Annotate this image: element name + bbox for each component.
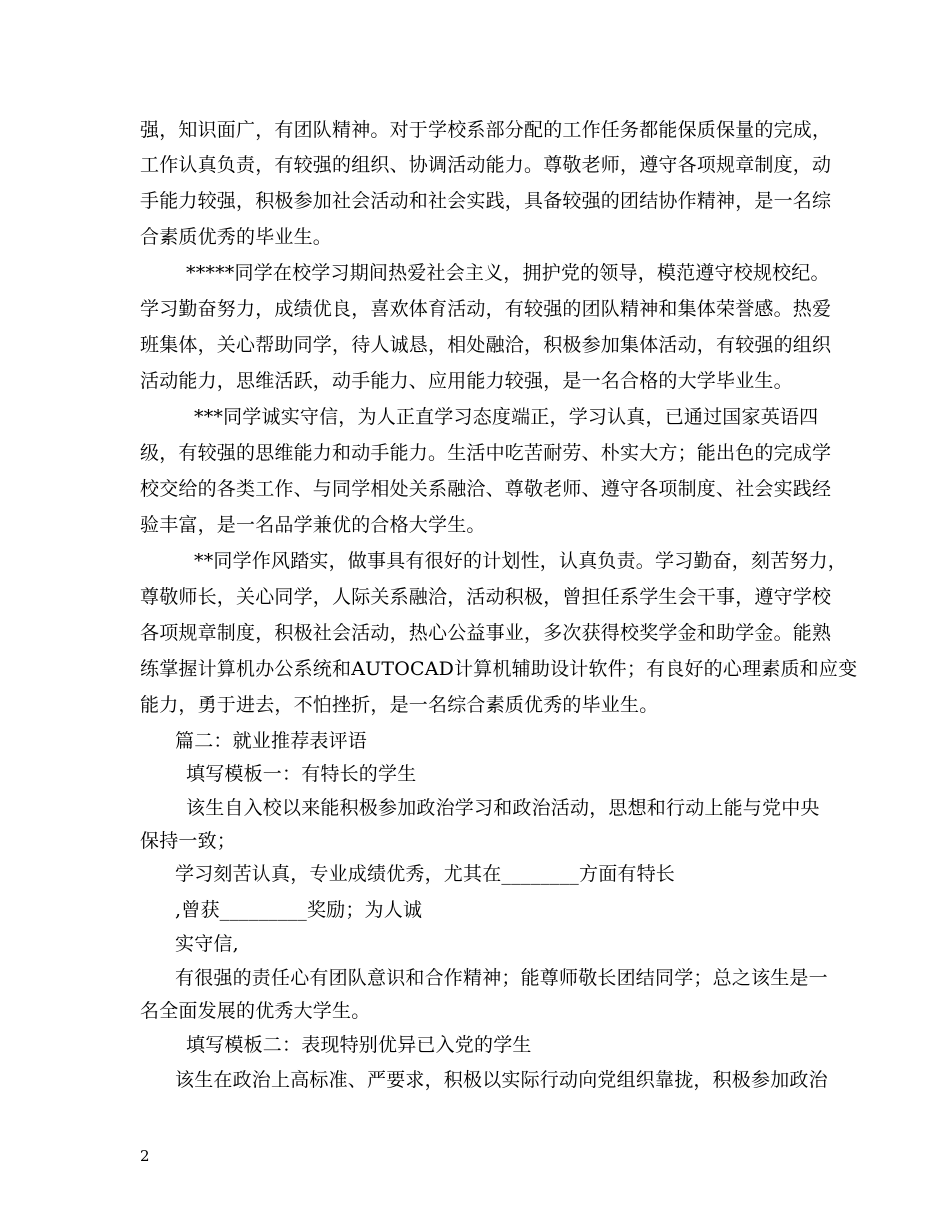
text-line: 级，有较强的思维能力和动手能力。生活中吃苦耐劳、朴实大方；能出色的完成学 [140, 442, 832, 464]
text-line: 各项规章制度，积极社会活动，热心公益事业，多次获得校奖学金和助学金。能熟 [140, 622, 832, 644]
text-line: 实守信, [175, 933, 239, 955]
text-line: ***同学诚实守信，为人正直学习态度端正，学习认真，已通过国家英语四 [194, 406, 819, 428]
text-line: 能力，勇于进去，不怕挫折，是一名综合素质优秀的毕业生。 [140, 694, 659, 716]
text-line: 校交给的各类工作、与同学相处关系融洽、尊敬老师、遵守各项制度、社会实践经 [140, 478, 832, 500]
text-line: 合素质优秀的毕业生。 [140, 226, 333, 248]
text-line: 保持一致； [140, 830, 237, 852]
text-line: 名全面发展的优秀大学生。 [140, 1000, 371, 1022]
text-line: 手能力较强，积极参加社会活动和社会实践，具备较强的团结协作精神，是一名综 [140, 190, 832, 212]
text-line: 该生自入校以来能积极参加政治学习和政治活动，思想和行动上能与党中央 [186, 797, 820, 819]
text-line: 强，知识面广，有团队精神。对于学校系部分配的工作任务都能保质保量的完成， [140, 119, 832, 141]
text-line: ,曾获_________奖励；为人诚 [175, 899, 423, 921]
text-line: 有很强的责任心有团队意识和合作精神；能尊师敬长团结同学；总之该生是一 [175, 967, 828, 989]
section-heading: 篇二：就业推荐表评语 [175, 730, 368, 752]
text-line: 验丰富，是一名品学兼优的合格大学生。 [140, 514, 486, 536]
text-line: 该生在政治上高标准、严要求，积极以实际行动向党组织靠拢，积极参加政治 [175, 1069, 828, 1091]
text-line: *****同学在校学习期间热爱社会主义，拥护党的领导，模范遵守校规校纪。 [186, 262, 830, 284]
text-line: 练掌握计算机办公系统和AUTOCAD计算机辅助设计软件；有良好的心理素质和应变 [140, 658, 858, 680]
text-line: 活动能力，思维活跃，动手能力、应用能力较强，是一名合格的大学毕业生。 [140, 370, 793, 392]
text-line: 尊敬师长，关心同学，人际关系融洽，活动积极，曾担任系学生会干事，遵守学校 [140, 586, 832, 608]
text-line: 班集体，关心帮助同学，待人诚恳，相处融洽，积极参加集体活动，有较强的组织 [140, 334, 832, 356]
template-heading: 填写模板二：表现特别优异已入党的学生 [186, 1034, 532, 1056]
text-line: 学习刻苦认真，专业成绩优秀，尤其在________方面有特长 [175, 863, 676, 885]
text-line: 学习勤奋努力，成绩优良，喜欢体育活动，有较强的团队精神和集体荣誉感。热爱 [140, 298, 832, 320]
template-heading: 填写模板一：有特长的学生 [186, 763, 417, 785]
page-number: 2 [140, 1147, 150, 1165]
text-line: **同学作风踏实，做事具有很好的计划性，认真负责。学习勤奋，刻苦努力， [194, 550, 848, 572]
text-line: 工作认真负责，有较强的组织、协调活动能力。尊敬老师，遵守各项规章制度，动 [140, 154, 832, 176]
